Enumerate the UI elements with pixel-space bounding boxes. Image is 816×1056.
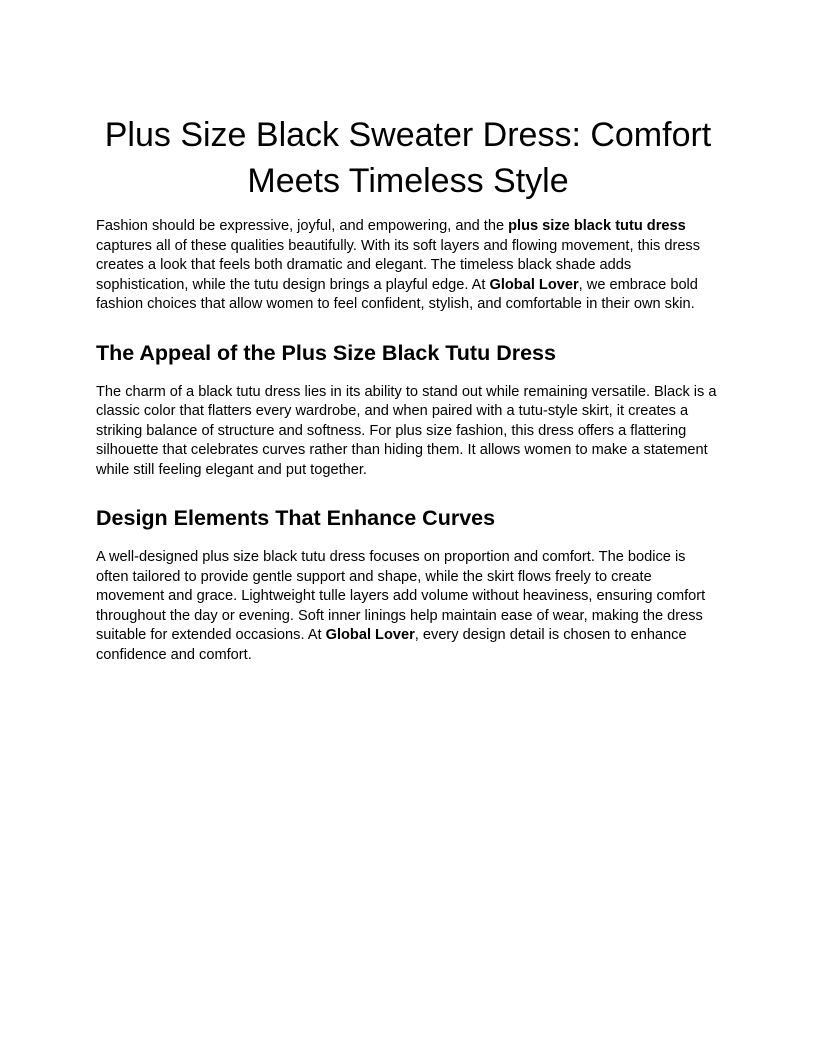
- document-title: [96, 112, 720, 204]
- section-2-heading: Design Elements That Enhance Curves: [96, 506, 496, 530]
- intro-paragraph: [96, 217, 720, 315]
- section-1-heading: The Appeal of the Plus Size Black Tutu Dress: [96, 340, 556, 365]
- section-2-text-1: A well-designed plus size black tutu dress focuses on proportion and comfort. The bodice is often tailored to provide gentle support and shape, while the skirt flows freely to create movement and grace. Lightweight tulle layers add volume without heaviness, ensuring comfort throughout the day or evening. Soft inner linings help maintain ease of wear, making the dress suitable for extended occasions. At: [96, 549, 706, 643]
- intro-bold-brand: Global Lover: [489, 276, 579, 293]
- intro-text-2: captures all of these qualities beautifully. With its soft layers and flowing movement, this dress creates a look that feels both dramatic and elegant. The timeless black shade adds sophistication, while the tutu design brings a playful edge. At: [96, 237, 701, 293]
- section-1-paragraph: The charm of a black tutu dress lies in its ability to stand out while remaining versatile. Black is a classic color that flatters every wardrobe, and when paired with a tutu-style skirt, it creates a striking balance of structure and softness. For plus size fashion, this dress offers a flattering silhouette that celebrates curves rather than hiding them. It allows women to make a statement while still feeling elegant and put together.: [96, 383, 717, 478]
- section-2-paragraph: [96, 548, 720, 665]
- document-page: [96, 112, 720, 665]
- intro-text-3: , we embrace bold fashion choices that allow women to feel confident, stylish, and comfortable in their own skin.: [96, 276, 698, 312]
- title-line-1: Plus Size Black Sweater Dress: Comfort: [104, 116, 712, 154]
- section-2-text-2: , every design detail is chosen to enhance confidence and comfort.: [96, 627, 687, 663]
- intro-text-1: Fashion should be expressive, joyful, and empowering, and the: [96, 218, 509, 234]
- intro-bold-keyword: plus size black tutu dress: [508, 218, 686, 234]
- section-2-bold-brand: Global Lover: [325, 627, 415, 643]
- title-line-2: Meets Timeless Style: [247, 162, 569, 200]
